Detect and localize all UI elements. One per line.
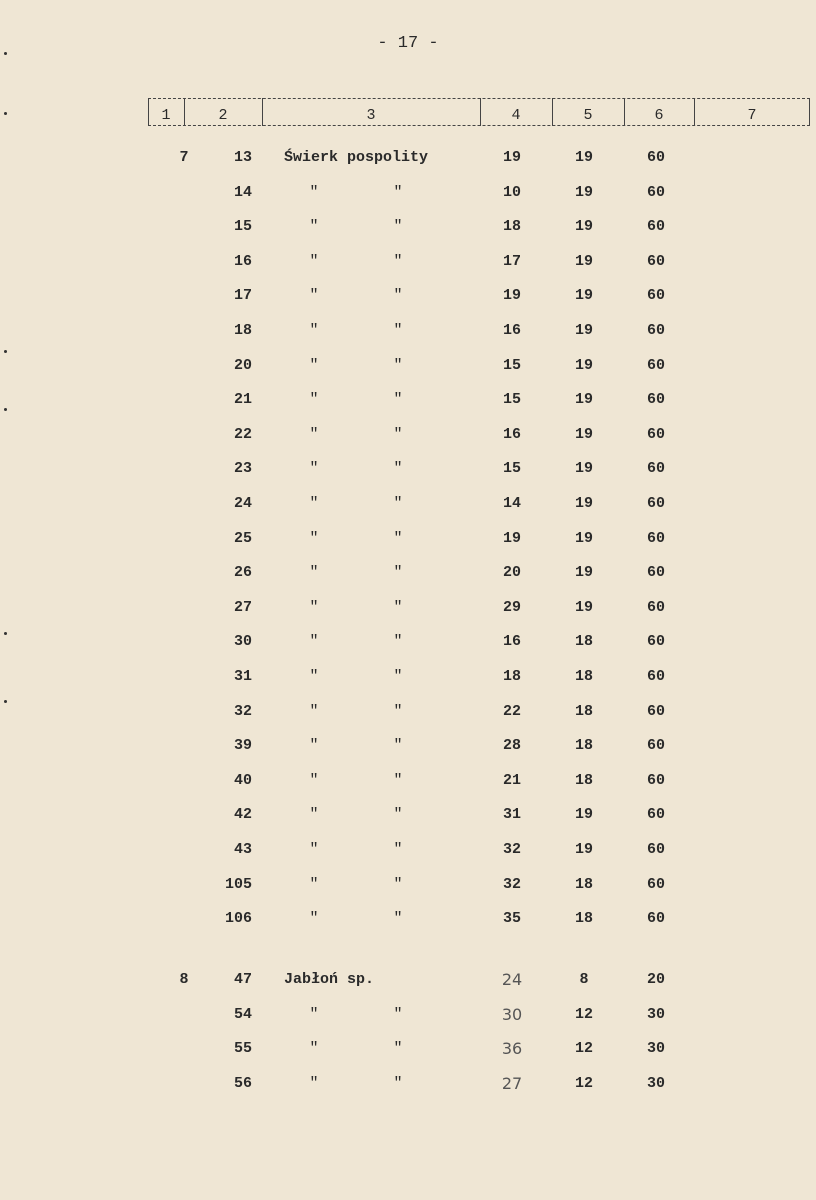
ditto-mark: ": [393, 529, 403, 547]
column-4-value: 24: [501, 970, 523, 989]
ditto-mark: ": [393, 391, 403, 409]
table-row: [0, 181, 816, 205]
column-6-value: 60: [646, 356, 665, 374]
column-6-value: 60: [646, 806, 665, 824]
column-4-value: 36: [501, 1039, 523, 1059]
ditto-mark: ": [309, 806, 319, 824]
ditto-mark: ": [393, 1074, 403, 1092]
column-5-value: 18: [574, 875, 593, 893]
tree-number: 43: [233, 841, 252, 858]
column-6-value: 60: [646, 564, 665, 582]
table-row: [0, 803, 816, 827]
column-5-value: 19: [574, 252, 593, 270]
tree-number: 105: [224, 875, 252, 893]
ditto-mark: ": [309, 633, 319, 651]
tree-number: 30: [233, 633, 252, 651]
ditto-mark: ": [393, 1040, 403, 1058]
tree-number: 17: [233, 287, 252, 305]
tree-number: 26: [233, 564, 252, 582]
group-number: 8: [179, 971, 189, 988]
header-divider: [624, 98, 625, 126]
table-row: [0, 215, 816, 239]
column-4-value: 18: [502, 218, 521, 236]
column-6-value: 60: [646, 598, 665, 616]
table-row: [0, 492, 816, 516]
table-row: [0, 838, 816, 862]
ditto-mark: ": [309, 1040, 319, 1058]
header-divider: [184, 98, 185, 126]
table-row: [0, 527, 816, 551]
column-6-value: 60: [646, 771, 665, 789]
column-4-value: 22: [502, 702, 521, 720]
ditto-mark: ": [309, 910, 319, 928]
column-5-value: 19: [574, 425, 593, 443]
ditto-mark: ": [309, 564, 319, 582]
column-5-value: 12: [574, 1040, 593, 1058]
ditto-mark: ": [309, 598, 319, 616]
column-4-value: 30: [501, 1004, 523, 1024]
column-header-7: 7: [747, 107, 757, 124]
ditto-mark: ": [393, 806, 403, 824]
column-6-value: 60: [646, 737, 665, 755]
column-4-value: 15: [502, 356, 521, 374]
column-4-value: 18: [502, 668, 521, 685]
column-5-value: 12: [574, 1074, 593, 1092]
tree-number: 56: [233, 1074, 252, 1092]
ditto-mark: ": [393, 598, 403, 616]
ditto-mark: ": [393, 875, 403, 893]
column-header-3: 3: [366, 107, 376, 124]
table-row: [0, 284, 816, 308]
binding-mark: [4, 408, 7, 411]
column-5-value: 12: [574, 1005, 593, 1023]
column-6-value: 60: [646, 702, 665, 720]
column-4-value: 15: [502, 460, 521, 478]
ditto-mark: ": [393, 841, 403, 858]
ditto-mark: ": [309, 771, 319, 789]
tree-number: 54: [233, 1005, 252, 1023]
tree-number: 24: [233, 495, 252, 512]
column-4-value: 20: [502, 564, 521, 582]
column-header-2: 2: [218, 107, 228, 124]
column-4-value: 10: [502, 183, 521, 201]
column-4-value: 17: [502, 252, 521, 270]
column-6-value: 60: [646, 633, 665, 651]
column-header-5: 5: [583, 107, 593, 124]
column-header-1: 1: [161, 107, 171, 124]
table-row: [0, 968, 816, 992]
table-row: [0, 319, 816, 343]
table-row: [0, 769, 816, 793]
ditto-mark: ": [309, 322, 319, 339]
ditto-mark: ": [309, 425, 319, 443]
table-row: [0, 1003, 816, 1027]
ditto-mark: ": [309, 1005, 319, 1023]
column-5-value: 19: [574, 564, 593, 582]
table-row: [0, 1037, 816, 1061]
tree-number: 13: [233, 149, 252, 166]
column-5-value: 18: [574, 910, 593, 928]
ditto-mark: ": [393, 495, 403, 512]
table-row: [0, 561, 816, 585]
ditto-mark: ": [393, 460, 403, 478]
ditto-mark: ": [393, 356, 403, 374]
column-4-value: 21: [502, 771, 521, 789]
column-5-value: 8: [579, 971, 589, 988]
tree-number: 18: [233, 322, 252, 339]
column-5-value: 19: [574, 806, 593, 824]
column-6-value: 60: [646, 875, 665, 893]
column-5-value: 18: [574, 633, 593, 651]
column-6-value: 30: [646, 1005, 665, 1023]
ditto-mark: ": [309, 668, 319, 685]
column-4-value: 16: [502, 425, 521, 443]
table-row: [0, 596, 816, 620]
tree-number: 15: [233, 218, 252, 236]
table-row: [0, 873, 816, 897]
column-6-value: 60: [646, 322, 665, 339]
column-6-value: 30: [646, 1074, 665, 1092]
column-4-value: 19: [502, 529, 521, 547]
ditto-mark: ": [393, 668, 403, 685]
column-6-value: 60: [646, 460, 665, 478]
table-row: [0, 630, 816, 654]
ditto-mark: ": [393, 1005, 403, 1023]
column-6-value: 60: [646, 252, 665, 270]
column-5-value: 19: [574, 322, 593, 339]
ditto-mark: ": [393, 322, 403, 339]
binding-mark: [4, 350, 7, 353]
column-6-value: 60: [646, 529, 665, 547]
table-row: [0, 1072, 816, 1096]
tree-number: 25: [233, 529, 252, 547]
ditto-mark: ": [393, 910, 403, 928]
column-5-value: 18: [574, 737, 593, 755]
header-divider: [480, 98, 481, 126]
column-5-value: 19: [574, 598, 593, 616]
column-4-value: 16: [502, 322, 521, 339]
ditto-mark: ": [309, 737, 319, 755]
column-4-value: 35: [502, 910, 521, 928]
column-6-value: 20: [646, 971, 665, 988]
ditto-mark: ": [309, 495, 319, 512]
ditto-mark: ": [393, 287, 403, 305]
ditto-mark: ": [393, 425, 403, 443]
column-5-value: 18: [574, 702, 593, 720]
column-6-value: 60: [646, 425, 665, 443]
group-number: 7: [179, 149, 189, 166]
tree-number: 22: [233, 425, 252, 443]
column-5-value: 19: [574, 356, 593, 374]
table-row: [0, 423, 816, 447]
header-divider: [552, 98, 553, 126]
tree-number: 40: [233, 771, 252, 789]
tree-number: 55: [233, 1040, 252, 1058]
ditto-mark: ": [309, 252, 319, 270]
column-5-value: 19: [574, 460, 593, 478]
column-6-value: 60: [646, 287, 665, 305]
ditto-mark: ": [309, 875, 319, 893]
column-4-value: 28: [502, 737, 521, 755]
column-4-value: 15: [502, 391, 521, 409]
ditto-mark: ": [393, 183, 403, 201]
ditto-mark: ": [309, 287, 319, 305]
column-4-value: 16: [502, 633, 521, 651]
column-5-value: 19: [574, 287, 593, 305]
column-6-value: 60: [646, 910, 665, 928]
column-6-value: 60: [646, 391, 665, 409]
column-6-value: 60: [646, 218, 665, 236]
header-divider: [262, 98, 263, 126]
table-row: [0, 457, 816, 481]
tree-number: 42: [233, 806, 252, 824]
table-row: [0, 665, 816, 689]
tree-number: 32: [233, 702, 252, 720]
column-6-value: 60: [646, 495, 665, 512]
column-6-value: 60: [646, 841, 665, 858]
ditto-mark: ": [393, 252, 403, 270]
column-4-value: 19: [502, 287, 521, 305]
column-5-value: 19: [574, 149, 593, 166]
binding-mark: [4, 700, 7, 703]
binding-mark: [4, 632, 7, 635]
column-4-value: 29: [502, 598, 521, 616]
column-header-4: 4: [511, 107, 521, 124]
column-4-value: 14: [502, 495, 521, 512]
table-row: [0, 250, 816, 274]
header-divider: [809, 98, 810, 126]
tree-number: 21: [233, 391, 252, 409]
tree-number: 27: [233, 598, 252, 616]
table-row: [0, 388, 816, 412]
column-5-value: 18: [574, 771, 593, 789]
ditto-mark: ": [309, 1074, 319, 1092]
species-name: Świerk pospolity: [284, 149, 429, 166]
column-4-value: 32: [502, 875, 521, 893]
column-5-value: 19: [574, 841, 593, 858]
tree-number: 20: [233, 356, 252, 374]
column-6-value: 60: [646, 149, 665, 166]
binding-mark: [4, 52, 7, 55]
tree-number: 106: [224, 910, 252, 928]
column-5-value: 19: [574, 218, 593, 236]
table-header: [148, 98, 810, 126]
ditto-mark: ": [393, 218, 403, 236]
ditto-mark: ": [309, 460, 319, 478]
ditto-mark: ": [309, 841, 319, 858]
tree-number: 16: [233, 252, 252, 270]
ditto-mark: ": [393, 771, 403, 789]
column-4-value: 31: [502, 806, 521, 824]
binding-mark: [4, 112, 7, 115]
tree-number: 39: [233, 737, 252, 755]
ditto-mark: ": [393, 564, 403, 582]
tree-number: 31: [233, 668, 252, 685]
ditto-mark: ": [309, 529, 319, 547]
ditto-mark: ": [309, 391, 319, 409]
table-row: [0, 700, 816, 724]
header-divider: [694, 98, 695, 126]
column-5-value: 19: [574, 391, 593, 409]
tree-number: 14: [233, 183, 252, 201]
ditto-mark: ": [309, 356, 319, 374]
header-divider: [148, 98, 149, 126]
ditto-mark: ": [393, 737, 403, 755]
column-5-value: 19: [574, 495, 593, 512]
table-row: [0, 354, 816, 378]
page-number: - 17 -: [377, 34, 439, 53]
column-6-value: 30: [646, 1040, 665, 1058]
column-header-6: 6: [654, 107, 664, 124]
column-4-value: 19: [502, 149, 521, 166]
column-6-value: 60: [646, 668, 665, 685]
table-row: [0, 907, 816, 931]
column-5-value: 19: [574, 529, 593, 547]
ditto-mark: ": [309, 702, 319, 720]
species-name: Jabłoń sp.: [284, 971, 375, 988]
table-row: [0, 146, 816, 170]
column-6-value: 60: [646, 183, 665, 201]
table-row: [0, 734, 816, 758]
column-5-value: 19: [574, 183, 593, 201]
column-4-value: 27: [501, 1073, 523, 1093]
tree-number: 23: [233, 460, 252, 478]
ditto-mark: ": [309, 183, 319, 201]
column-5-value: 18: [574, 668, 593, 685]
tree-number: 47: [233, 971, 252, 988]
column-4-value: 32: [502, 841, 521, 858]
ditto-mark: ": [393, 633, 403, 651]
ditto-mark: ": [309, 218, 319, 236]
ditto-mark: ": [393, 702, 403, 720]
